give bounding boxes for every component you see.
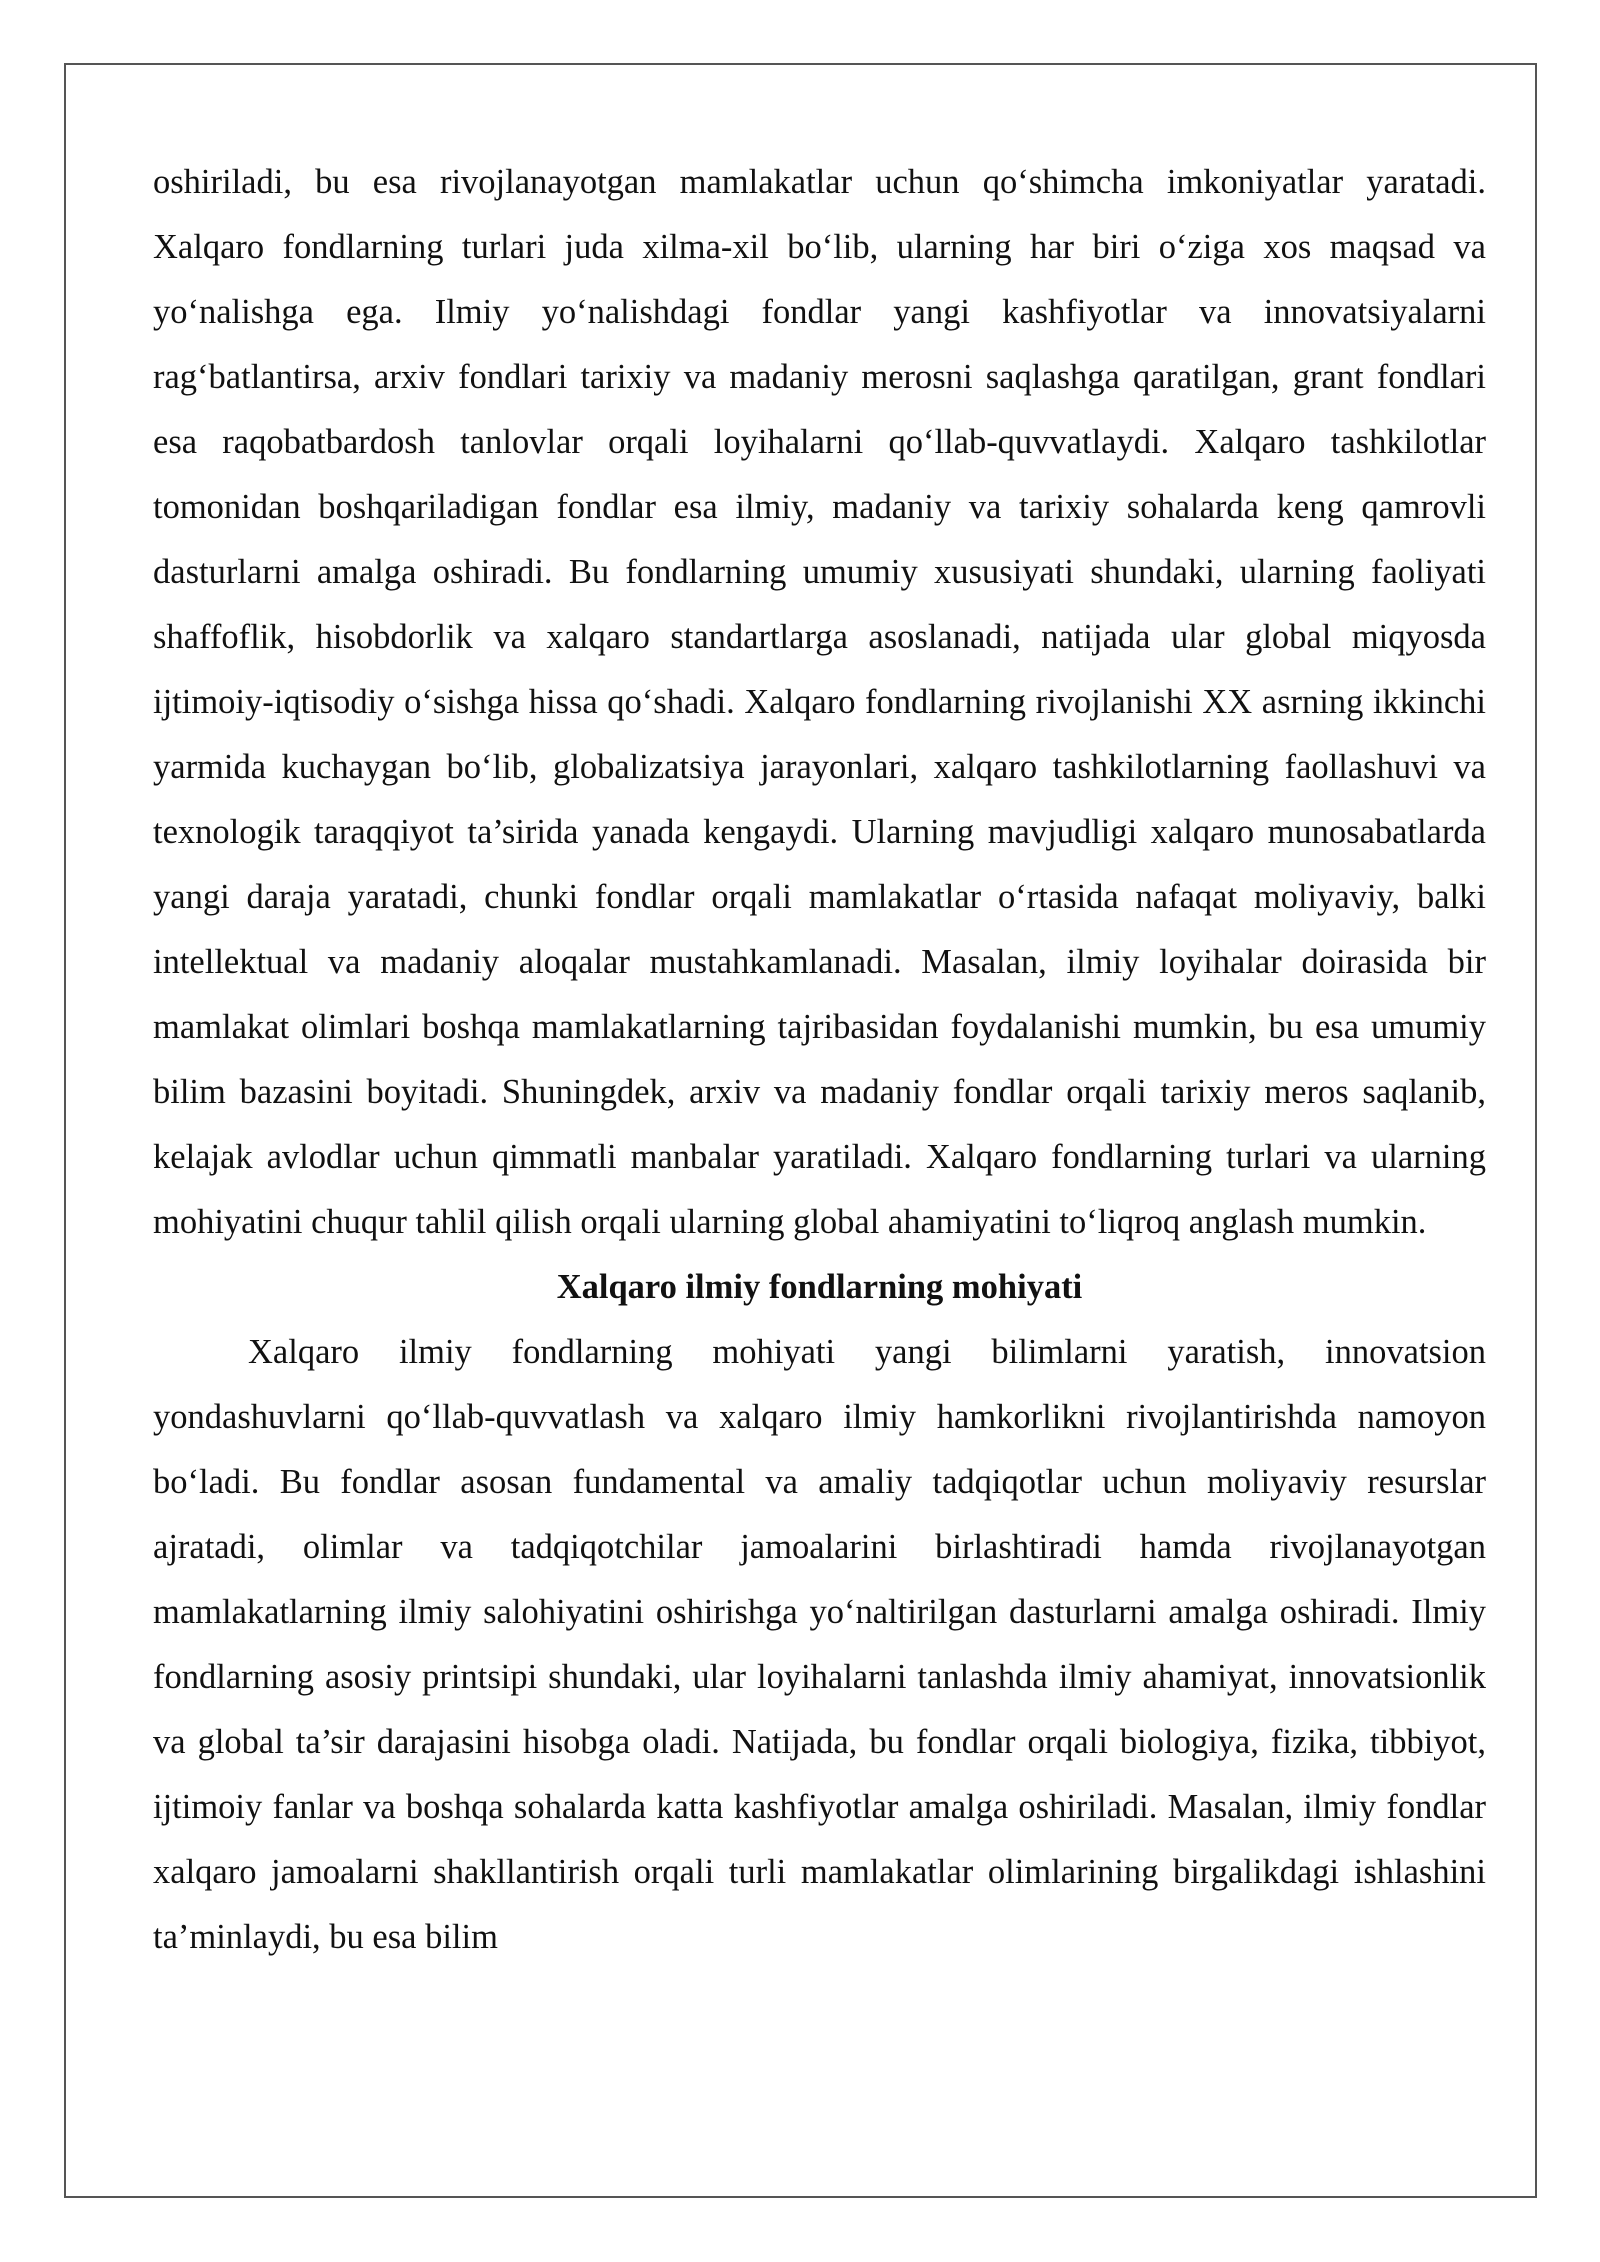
document-body [153, 150, 1486, 1970]
body-paragraph: Xalqaro ilmiy fondlarning mohiyati yangi bilimlarni yaratish, innovatsion yondashuvlarni qo‘llab-quvvatlash va xalqaro ilmiy hamkorlikni rivojlantirishda namoyon bo‘ladi. Bu fondlar asosan fundamental va amaliy tadqiqotlar uchun moliyaviy resurslar ajratadi, olimlar va tadqiqotchilar jamoalarini birlashtiradi hamda rivojlanayotgan mamlakatlarning ilmiy salohiyatini oshirishga yo‘naltirilgan dasturlarni amalga oshiradi. Ilmiy fondlarning asosiy printsipi shundaki, ular loyihalarni tanlashda ilmiy ahamiyat, innovatsionlik va global ta’sir darajasini hisobga oladi. Natijada, bu fondlar orqali biologiya, fizika, tibbiyot, ijtimoiy fanlar va boshqa sohalarda katta kashfiyotlar amalga oshiriladi. Masalan, ilmiy fondlar xalqaro jamoalarni shakllantirish orqali turli mamlakatlar olimlarining birgalikdagi ishlashini ta’minlaydi, bu esa bilim [153, 1333, 1486, 1956]
section-heading: Xalqaro ilmiy fondlarning mohiyati [556, 1268, 1083, 1306]
body-paragraph-continued: oshiriladi, bu esa rivojlanayotgan mamlakatlar uchun qo‘shimcha imkoniyatlar yaratadi. Xalqaro fondlarning turlari juda xilma-xil bo‘lib, ularning har biri o‘ziga xos maqsad va yo‘nalishga ega. Ilmiy yo‘nalishdagi fondlar yangi kashfiyotlar va innovatsiyalarni rag‘batlantirsa, arxiv fondlari tarixiy va madaniy merosni saqlashga qaratilgan, grant fondlari esa raqobatbardosh tanlovlar orqali loyihalarni qo‘llab-quvvatlaydi. Xalqaro tashkilotlar tomonidan boshqariladigan fondlar esa ilmiy, madaniy va tarixiy sohalarda keng qamrovli dasturlarni amalga oshiradi. Bu fondlarning umumiy xususiyati shundaki, ularning faoliyati shaffoflik, hisobdorlik va xalqaro standartlarga asoslanadi, natijada ular global miqyosda ijtimoiy-iqtisodiy o‘sishga hissa qo‘shadi. Xalqaro fondlarning rivojlanishi XX asrning ikkinchi yarmida kuchaygan bo‘lib, globalizatsiya jarayonlari, xalqaro tashkilotlarning faollashuvi va texnologik taraqqiyot ta’sirida yanada kengaydi. Ularning mavjudligi xalqaro munosabatlarda yangi daraja yaratadi, chunki fondlar orqali mamlakatlar o‘rtasida nafaqat moliyaviy, balki intellektual va madaniy aloqalar mustahkamlanadi. Masalan, ilmiy loyihalar doirasida bir mamlakat olimlari boshqa mamlakatlarning tajribasidan foydalanishi mumkin, bu esa umumiy bilim bazasini boyitadi. Shuningdek, arxiv va madaniy fondlar orqali tarixiy meros saqlanib, kelajak avlodlar uchun qimmatli manbalar yaratiladi. Xalqaro fondlarning turlari va ularning mohiyatini chuqur tahlil qilish orqali ularning global ahamiyatini to‘liqroq anglash mumkin. [153, 163, 1486, 1241]
